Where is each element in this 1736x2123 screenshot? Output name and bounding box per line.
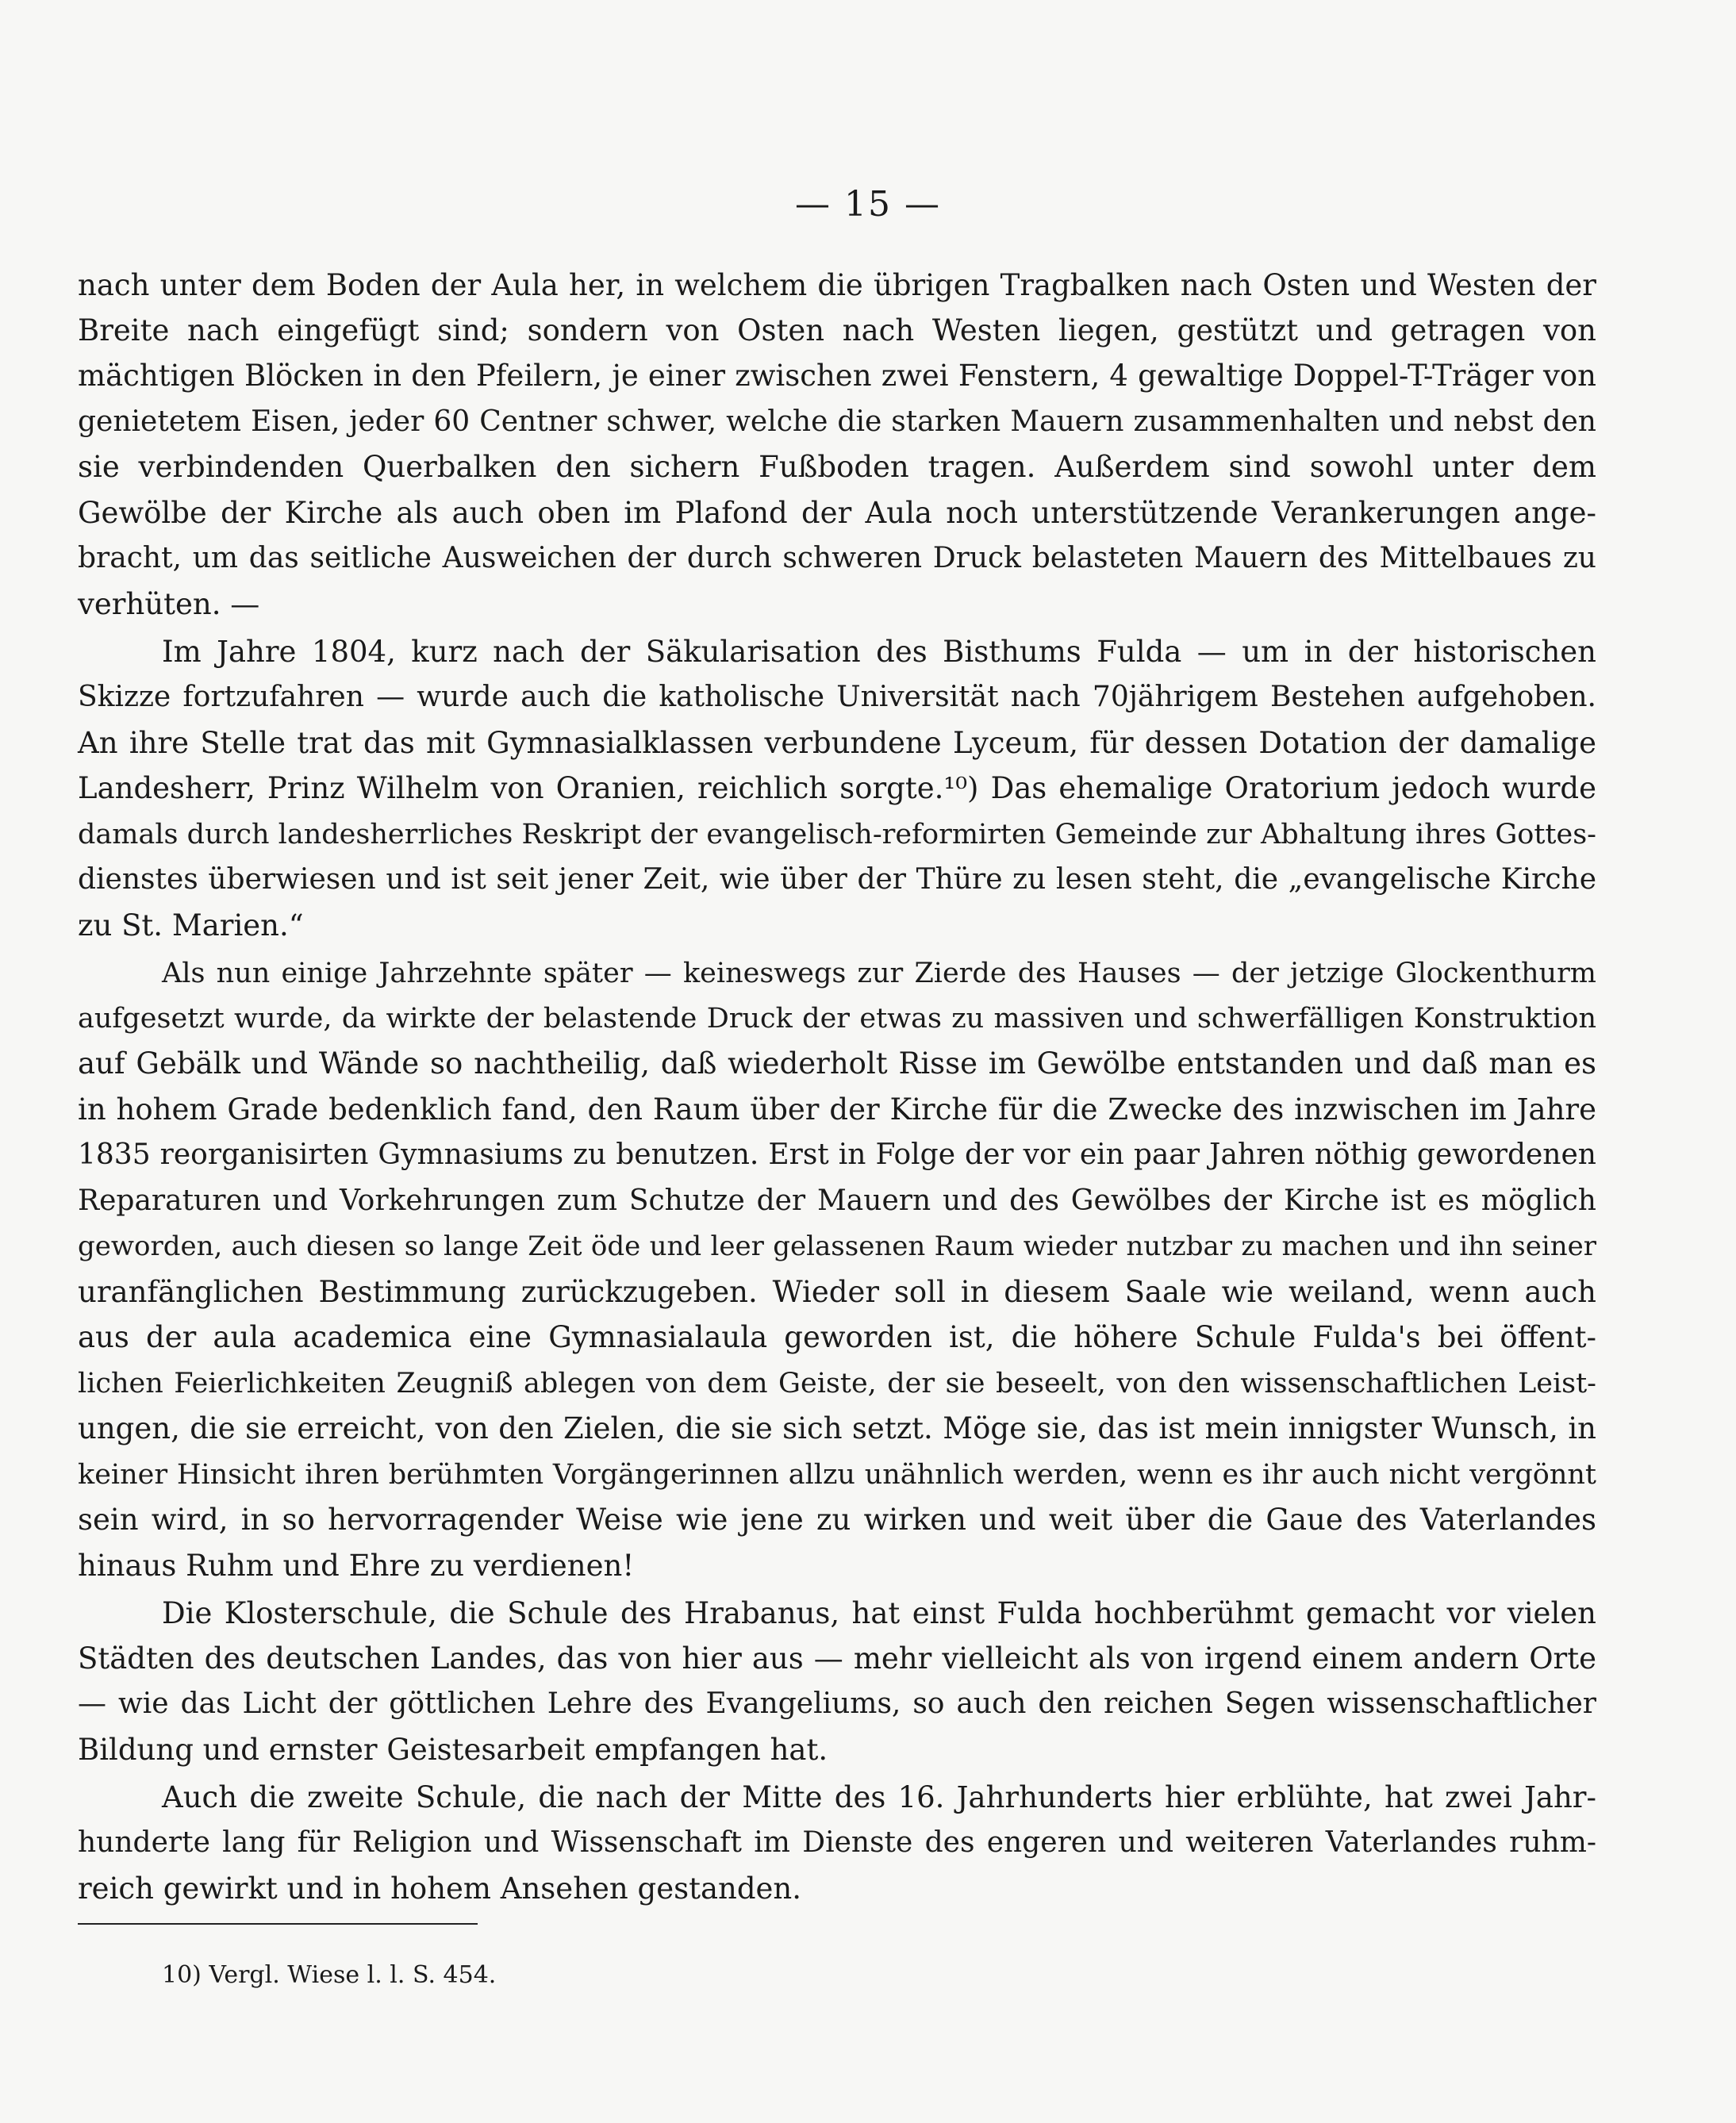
text-line-2: Breite nach eingefügt sind; sondern von Osten nach Westen liegen, gestützt und getragen von: [78, 313, 1596, 347]
text-line-26: ungen, die sie erreicht, von den Zielen, die sie sich setzt. Möge sie, das ist mein innigster Wunsch, in: [78, 1411, 1596, 1445]
text-line-24: aus der aula academica eine Gymnasialaula geworden ist, die höhere Schule Fulda's bei öffent-: [78, 1320, 1596, 1354]
text-line-11: An ihre Stelle trat das mit Gymnasialklassen verbundene Lyceum, für dessen Dotation der damalige: [78, 726, 1596, 760]
footnote: 10) Vergl. Wiese l. l. S. 454.: [162, 1961, 497, 1989]
text-line-29: hinaus Ruhm und Ehre zu verdienen!: [78, 1549, 635, 1583]
text-line-31: Städten des deutschen Landes, das von hier aus — mehr vielleicht als von irgend einem andern Orte: [78, 1641, 1596, 1676]
text-line-21: Reparaturen und Vorkehrungen zum Schutze der Mauern und des Gewölbes der Kirche ist es möglich: [78, 1184, 1596, 1217]
text-line-27: keiner Hinsicht ihren berühmten Vorgängerinnen allzu unähnlich werden, wenn es ihr auch nicht vergönnt: [78, 1459, 1596, 1491]
text-line-20: 1835 reorganisirten Gymnasiums zu benutzen. Erst in Folge der vor ein paar Jahren nöthig gewordenen: [78, 1138, 1596, 1171]
text-line-28: sein wird, in so hervorragender Weise wie jene zu wirken und weit über die Gaue des Vaterlandes: [78, 1503, 1596, 1537]
text-line-14: dienstes überwiesen und ist seit jener Zeit, wie über der Thüre zu lesen steht, die „evangelische Kirche: [78, 863, 1596, 896]
page-number: — 15 —: [795, 184, 941, 225]
text-line-33: Bildung und ernster Geistesarbeit empfangen hat.: [78, 1733, 828, 1767]
text-line-32: — wie das Licht der göttlichen Lehre des Evangeliums, so auch den reichen Segen wissenschaftlicher: [78, 1687, 1596, 1720]
text-line-18: auf Gebälk und Wände so nachtheilig, daß wiederholt Risse im Gewölbe entstanden und daß man es: [78, 1046, 1596, 1081]
text-line-12: Landesherr, Prinz Wilhelm von Oranien, reichlich sorgte.¹⁰) Das ehemalige Oratorium jedoch wurde: [78, 771, 1596, 805]
text-line-17: aufgesetzt wurde, da wirkte der belastende Druck der etwas zu massiven und schwerfälligen Konstruktion: [78, 1003, 1596, 1035]
text-line-5: sie verbindenden Querbalken den sichern Fußboden tragen. Außerdem sind sowohl unter dem: [78, 450, 1596, 484]
text-line-3: mächtigen Blöcken in den Pfeilern, je einer zwischen zwei Fenstern, 4 gewaltige Doppel-T-Träger von: [78, 359, 1596, 393]
text-line-34: Auch die zweite Schule, die nach der Mitte des 16. Jahrhunderts hier erblühte, hat zwei Jahr-: [162, 1780, 1596, 1814]
text-line-16: Als nun einige Jahrzehnte später — keineswegs zur Zierde des Hauses — der jetzige Glockenthurm: [162, 958, 1596, 989]
text-line-7: bracht, um das seitliche Ausweichen der durch schweren Druck belasteten Mauern des Mittelbaues zu: [78, 542, 1596, 574]
text-line-25: lichen Feierlichkeiten Zeugniß ablegen von dem Geiste, der sie beseelt, von den wissenschaftlichen Leist-: [78, 1368, 1596, 1399]
text-line-35: hunderte lang für Religion und Wissenschaft im Dienste des engeren und weiteren Vaterlandes ruhm-: [78, 1826, 1596, 1859]
text-line-22: geworden, auch diesen so lange Zeit öde und leer gelassenen Raum wieder nutzbar zu machen und ihn seiner: [78, 1230, 1596, 1262]
text-line-30: Die Klosterschule, die Schule des Hrabanus, hat einst Fulda hochberühmt gemacht vor vielen: [162, 1596, 1596, 1630]
text-line-15: zu St. Marien.“: [78, 908, 304, 942]
text-line-10: Skizze fortzufahren — wurde auch die katholische Universität nach 70jährigem Bestehen aufgehoben.: [78, 681, 1596, 713]
text-line-6: Gewölbe der Kirche als auch oben im Plafond der Aula noch unterstützende Verankerungen ange-: [78, 496, 1596, 530]
text-line-23: uranfänglichen Bestimmung zurückzugeben. Wieder soll in diesem Saale wie weiland, wenn auch: [78, 1275, 1596, 1309]
text-line-13: damals durch landesherrliches Reskript der evangelisch-reformirten Gemeinde zur Abhaltung ihres Gottes-: [78, 819, 1596, 850]
text-line-1: nach unter dem Boden der Aula her, in welchem die übrigen Tragbalken nach Osten und Westen der: [78, 268, 1596, 302]
text-line-9: Im Jahre 1804, kurz nach der Säkularisation des Bisthums Fulda — um in der historischen: [162, 635, 1596, 669]
text-line-4: genietetem Eisen, jeder 60 Centner schwer, welche die starken Mauern zusammenhalten und nebst den: [78, 405, 1596, 438]
text-line-19: in hohem Grade bedenklich fand, den Raum über der Kirche für die Zwecke des inzwischen im Jahre: [78, 1092, 1596, 1127]
footnote-divider: [78, 1923, 478, 1925]
text-line-8: verhüten. —: [78, 587, 260, 621]
text-line-36: reich gewirkt und in hohem Ansehen gestanden.: [78, 1872, 802, 1906]
